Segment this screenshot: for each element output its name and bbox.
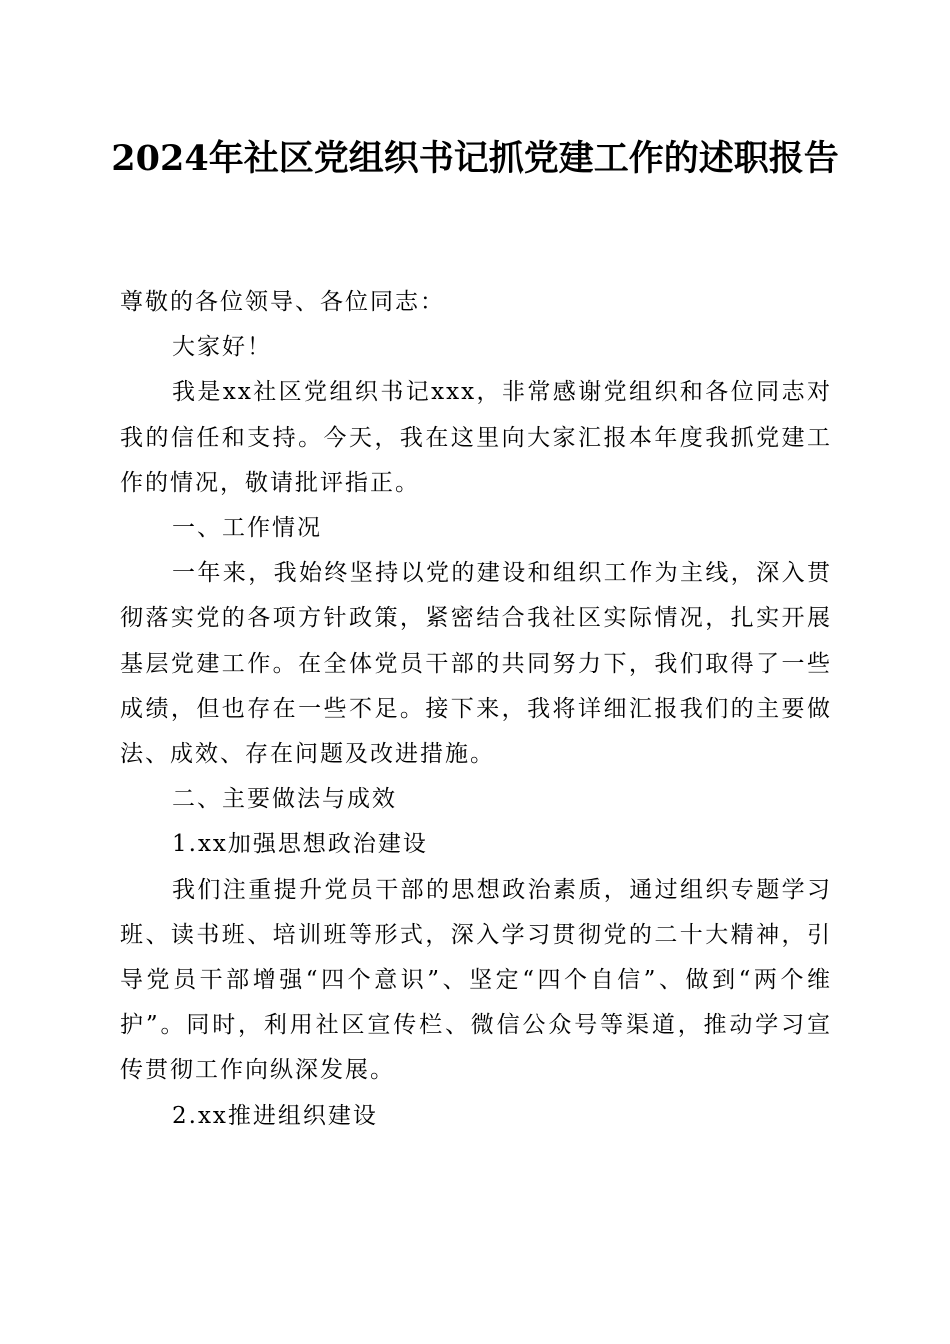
section-1-heading: 一、工作情况 — [172, 515, 322, 542]
salutation: 尊敬的各位领导、各位同志： — [120, 289, 445, 315]
section-2-item-1-paragraph: 我们注重提升党员干部的思想政治素质，通过组织专题学习班、读书班、培训班等形式，深入学习贯彻党的二十大精神，引导党员干部增强“四个意识”、坚定“四个自信”、做到“两个维护”。同时，利用社区宣传栏、微信公众号等渠道，推动学习宣传贯彻工作向纵深发展。 — [120, 876, 832, 1084]
section-1-paragraph: 一年来，我始终坚持以党的建设和组织工作为主线，深入贯彻落实党的各项方针政策，紧密结合我社区实际情况，扎实开展基层党建工作。在全体党员干部的共同努力下，我们取得了一些成绩，但也存在一些不足。接下来，我将详细汇报我们的主要做法、成效、存在问题及改进措施。 — [120, 560, 832, 768]
document-body — [120, 280, 832, 1139]
greeting: 大家好！ — [172, 334, 272, 361]
section-2-item-1-heading: 1.xx加强思想政治建设 — [172, 831, 428, 858]
intro-paragraph: 我是xx社区党组织书记xxx，非常感谢党组织和各位同志对我的信任和支持。今天，我在这里向大家汇报本年度我抓党建工作的情况，敬请批评指正。 — [120, 379, 832, 496]
section-2-heading: 二、主要做法与成效 — [172, 786, 397, 813]
section-2-item-2-heading: 2.xx推进组织建设 — [172, 1102, 378, 1129]
document-title: 2024年社区党组织书记抓党建工作的述职报告 — [111, 138, 839, 179]
